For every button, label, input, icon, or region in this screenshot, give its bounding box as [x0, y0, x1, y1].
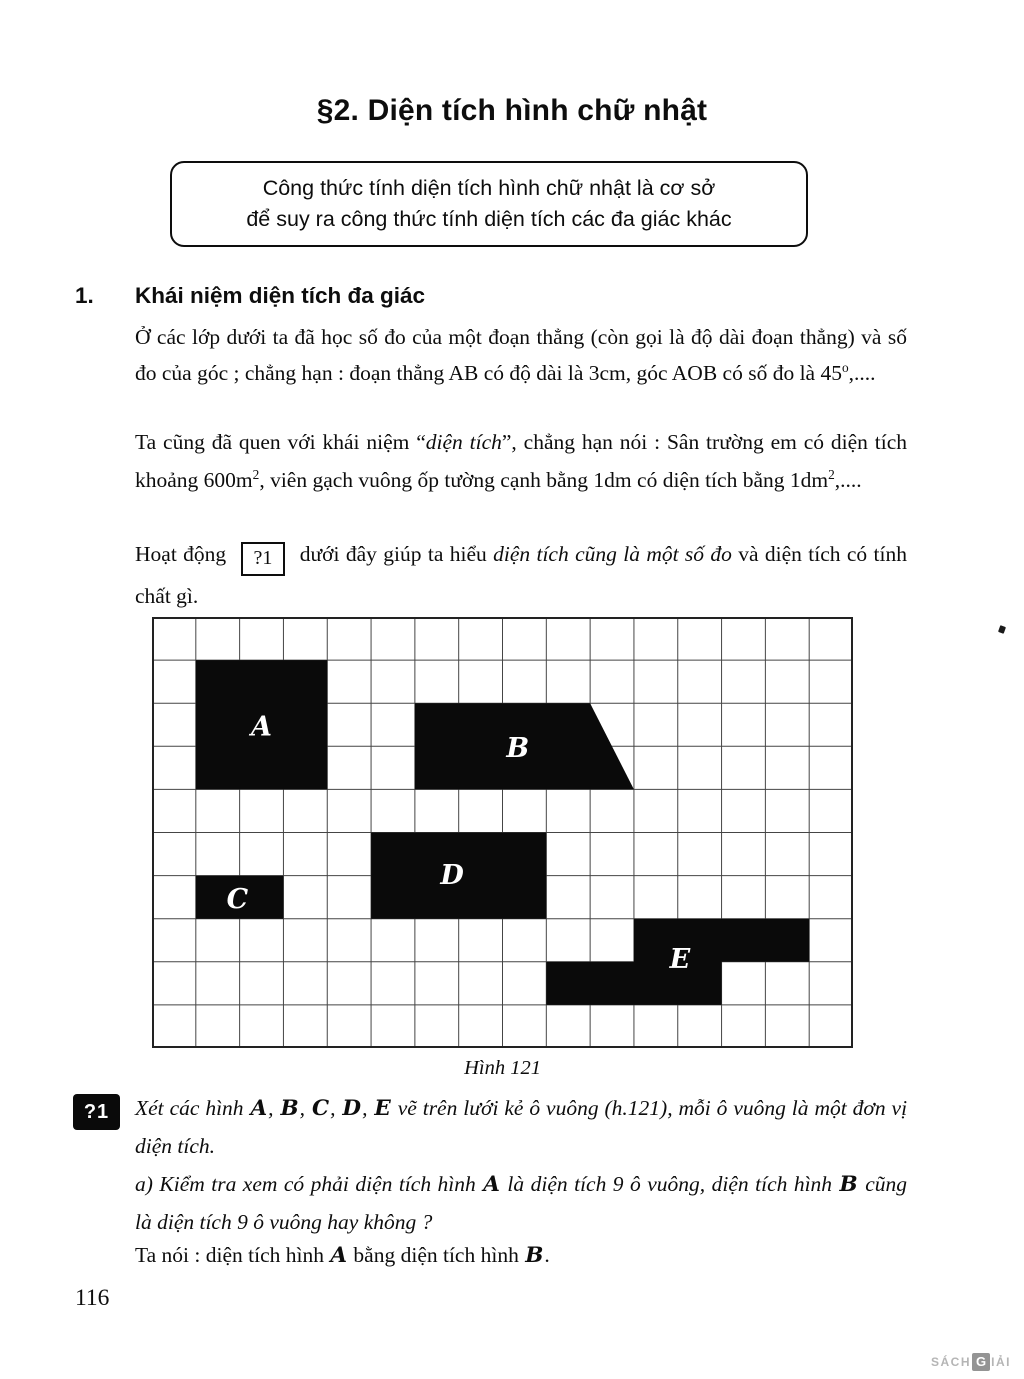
- script-letter: A: [250, 1096, 268, 1121]
- script-letter: C: [311, 1096, 330, 1121]
- paragraph-activity-note: Hoạt động ?1 dưới đây giúp ta hiểu diện tích cũng là một số đo và diện tích có tính chất gì.: [135, 542, 907, 608]
- script-letter: B: [525, 1243, 544, 1268]
- section-heading: [75, 283, 915, 309]
- note-box-line2: để suy ra công thức tính diện tích các đa giác khác: [246, 207, 732, 231]
- section-title: Khái niệm diện tích đa giác: [135, 283, 426, 308]
- paragraph-area-examples: Ta cũng đã quen với khái niệm “diện tích”, chẳng hạn nói : Sân trường em có diện tích khoảng $600m^2$, viên gạch vuông ốp tường cạnh bằng 1dm có diện tích bằng $1dm^2$,....: [135, 430, 907, 492]
- figure-svg: [152, 617, 853, 1048]
- q1-intro: Xét các hình A, B, C, D, E vẽ trên lưới kẻ ô vuông (h.121), mỗi ô vuông là một đơn vị diện tích.: [135, 1096, 908, 1158]
- script-letter: A: [483, 1172, 500, 1197]
- page-number: 116: [75, 1285, 110, 1311]
- script-letter: E: [374, 1096, 391, 1121]
- q1-badge: ?1: [73, 1094, 120, 1130]
- watermark: [931, 1353, 1011, 1371]
- q1-conclusion: Ta nói : diện tích hình A bằng diện tích hình B.: [135, 1243, 550, 1268]
- watermark-logo-box: G: [972, 1353, 990, 1371]
- q1-part-a: a) Kiểm tra xem có phải diện tích hình A là diện tích 9 ô vuông, diện tích hình B cũng là diện tích 9 ô vuông hay không ?: [135, 1172, 907, 1234]
- script-letter: D: [342, 1096, 362, 1121]
- section-number: 1.: [75, 283, 94, 308]
- script-letter: B: [839, 1172, 858, 1197]
- figure-shape-label-E: E: [669, 944, 691, 976]
- watermark-post: IẢI: [991, 1355, 1011, 1369]
- figure-caption: Hình 121: [464, 1057, 541, 1079]
- figure-grid: [152, 617, 853, 1048]
- activity-inline-box: ?1: [241, 542, 286, 576]
- figure-shape-label-B: B: [506, 733, 530, 764]
- figure-shape-label-A: A: [251, 711, 272, 743]
- figure-shape-label-D: D: [440, 860, 464, 892]
- script-letter: B: [280, 1096, 299, 1121]
- scan-artifact-dot: [998, 625, 1006, 634]
- note-box-line1: Công thức tính diện tích hình chữ nhật là cơ sở: [262, 176, 716, 200]
- watermark-pre: SÁCH: [931, 1355, 972, 1369]
- page-title: §2. Diện tích hình chữ nhật: [316, 94, 708, 127]
- paragraph-measure-intro: Ở các lớp dưới ta đã học số đo của một đoạn thẳng (còn gọi là độ dài đoạn thẳng) và số đo của góc ; chẳng hạn : đoạn thẳng AB có độ dài là 3cm, góc AOB có số đo là 45$^o$,....: [135, 325, 907, 385]
- figure-shape-label-C: C: [226, 883, 249, 915]
- note-box: [170, 161, 808, 247]
- script-letter: A: [330, 1243, 348, 1268]
